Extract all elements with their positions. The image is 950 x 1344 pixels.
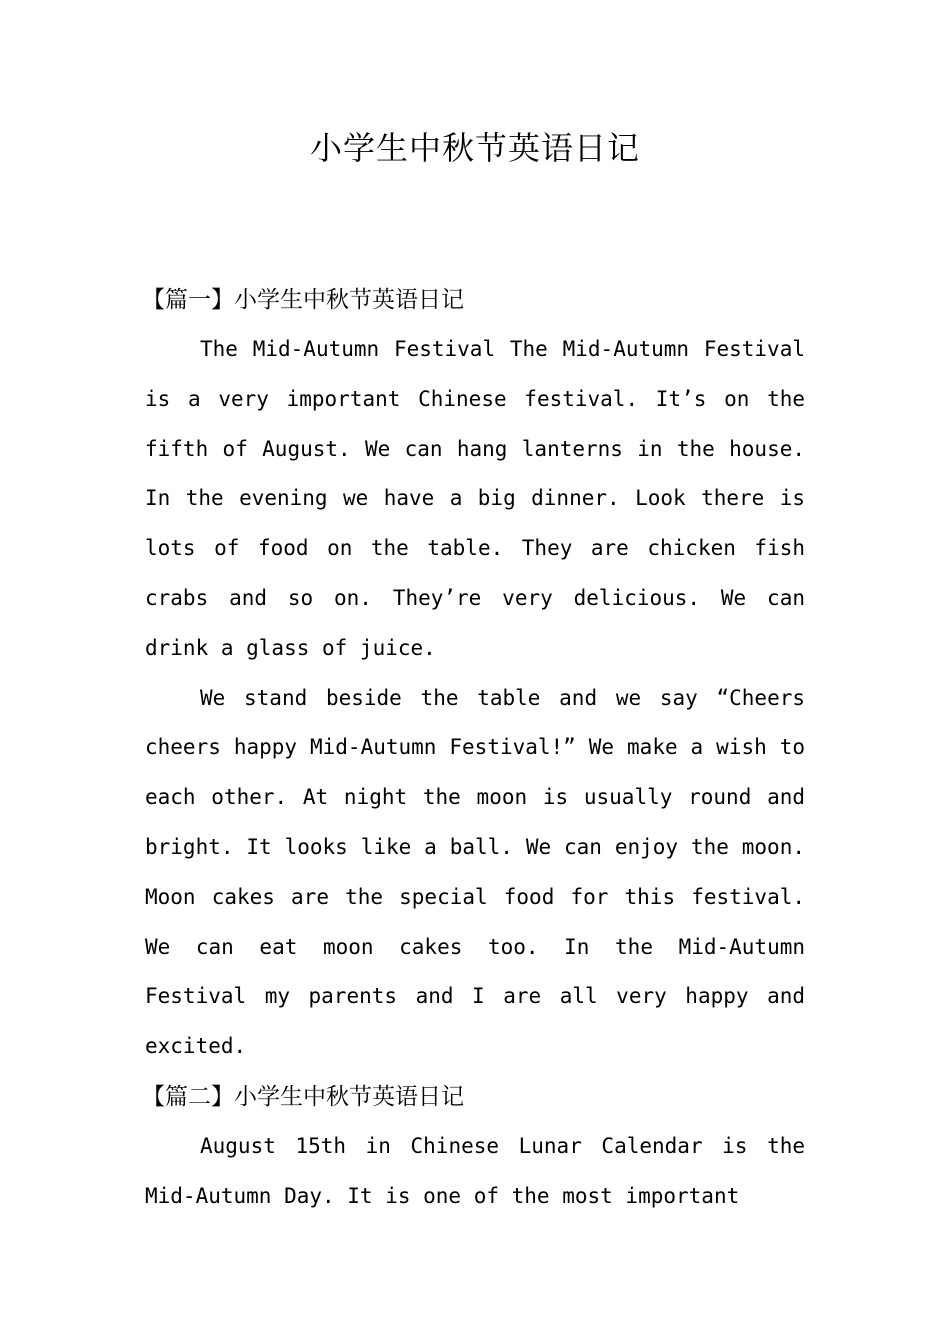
document-body (142, 275, 805, 1222)
paragraph: We stand beside the table and we say “Cheers cheers happy Mid-Autumn Festival!” We make a wish to each other. At night the moon is usually round and bright. It looks like a ball. We can enjoy the moon. Moon cakes are the special food for this festival. We can eat moon cakes too. In the Mid-Autumn Festival my parents and I are all very happy and excited. (145, 685, 805, 1059)
paragraph: The Mid-Autumn Festival The Mid-Autumn Festival is a very important Chinese festival. It’s on the fifth of August. We can hang lanterns in the house. In the evening we have a big dinner. Look there is lots of food on the table. They are chicken fish crabs and so on. They’re very delicious. We can drink a glass of juice. (145, 337, 805, 660)
paragraph: August 15th in Chinese Lunar Calendar is the Mid-Autumn Day. It is one of the most important (145, 1133, 805, 1208)
section-1 (142, 275, 805, 1072)
section-heading: 【篇一】小学生中秋节英语日记 (142, 287, 464, 313)
document-title: 小学生中秋节英语日记 (309, 129, 640, 167)
section-2 (142, 1072, 805, 1222)
section-heading: 【篇二】小学生中秋节英语日记 (142, 1083, 464, 1110)
